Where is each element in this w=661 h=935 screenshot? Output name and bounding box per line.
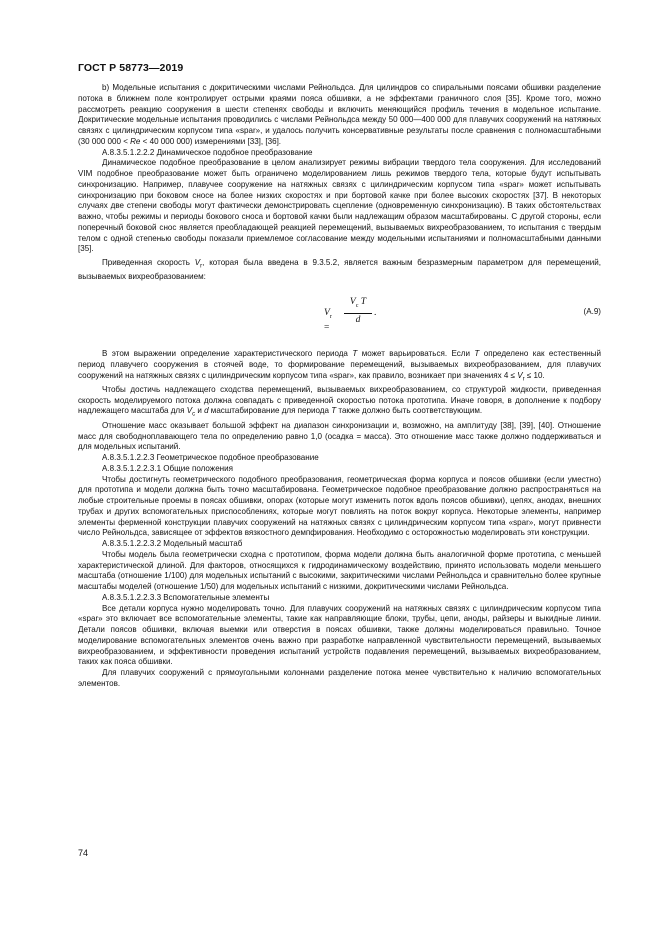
paragraph-dynamic-transform: Динамическое подобное преобразование в целом анализирует режимы вибрации твердого тела сооружения. Для исследований VIM подобное преобразование может быть ограничено моделированием лишь режимов твердого тела, которые будут испытывать синхронизацию. Например, плавучее сооружение на натяжных связях с цилиндрическим корпусом типа «spar» может испытывать синхронизацию при боковом сносе на более низких скоростях и при бортовой качке при более высоких скоростях [37]. В некоторых случаях две степени свободы могут фактически демонстрировать сцепление (одновременную синхронизацию). В таких обстоятельствах важно, чтобы режимы и периоды бокового сноса и бортовой качки были надлежащим образом масштабированы. С другой стороны, если поперечный боковой снос является преобладающей реакцией перемещений, вызываемых вихреобразованием, то испытания с твердым телом с одной степенью свободы показали приемлемое согласование между модельными испытаниями и полномасштабными данными [35].	[78, 158, 601, 254]
section-heading-geometric: А.8.3.5.1.2.2.3 Геометрическое подобное преобразование	[102, 453, 319, 463]
paragraph-rectangular-columns: Для плавучих сооружений с прямоугольными колоннами разделение потока менее чувствительно к наличию вспомогательных элементов.	[78, 668, 601, 688]
formula-number: (А.9)	[583, 307, 601, 317]
fraction: $\frac{V_c T}{d}$	[344, 297, 372, 325]
paragraph-low-reynolds-tests: b) Модельные испытания с докритическими числами Рейнольдса. Для цилиндров со спиральными поясами обшивки разделение потока в ближнем поле контролирует острыми краями пояса обшивки, а не эффектами граничного слоя [35]. Кроме того, можно рассмотреть реакцию сооружения в шести степенях свободы и включить меняющийся профиль течения в модельное испытание. Докритические модельные испытания проводились с числами Рейнольдса между 50 000—400 000 для плавучих сооружений на натяжных связях с цилиндрическим корпусом типа «spar», и удалось получить консервативные результаты после сравнения с полномасштабными (30 000 000 < Re < 40 000 000) измерениями [33], [36].	[78, 83, 601, 146]
section-heading-dynamic: А.8.3.5.1.2.2.2 Динамическое подобное преобразование	[102, 147, 313, 157]
paragraph-similarity: Чтобы достичь надлежащего сходства перемещений, вызываемых вихреобразованием, со структурой жидкости, приведенная скорость моделируемого потока должна совпадать с приведенной скоростью потока прототипа. Иначе говоря, в дополнение к подбору надлежащего масштаба для $V_c$ и d масштабирование для периода T также должно быть соответствующим.	[78, 384, 601, 419]
paragraph-model-scale: Чтобы модель была геометрически сходна с прототипом, форма модели должна быть аналогичной форме прототипа, с меньшей характеристической длиной. Для факторов, относящихся к гидродинамическому воздействию, принято использовать модели меньшего масштаба (отношение 1/100) для модельных испытаний с высокими, закритическими числами Рейнольдса и сравнительно более крупные масштабы моделей (отношение 1/50) для модельных испытаний с низкими, докритическими числами Рейнольдса.	[78, 549, 601, 592]
formula-a9: $V_r$ = $\frac{V_c T}{d}$ . (А.9)	[324, 297, 601, 333]
paragraph-reduced-velocity: Приведенная скорость $V_r$, которая была введена в 9.3.5.2, является важным безразмерным параметром для перемещений, вызываемых вихреобразованием:	[78, 258, 601, 282]
document-body	[78, 83, 601, 690]
document-code: ГОСТ Р 58773—2019	[78, 62, 184, 74]
paragraph-characteristic-period: В этом выражении определение характеристического периода T может варьироваться. Если T определено как естественный период плавучего сооружения в стоячей воде, то формирование перемещений, вызываемых вихреобразованием, для плавучих сооружений на натяжных связях с цилиндрическим корпусом типа «spar», как правило, возникает при значениях $4 \le V_r \le 10$.	[78, 349, 601, 383]
paragraph-geometric-transform: Чтобы достигнуть геометрического подобного преобразования, геометрическая форма корпуса и поясов обшивки (если уместно) для прототипа и модели должна быть точно масштабирована. Геометрическое подобное преобразование должно распространяться на любые строительные проемы в поясах обшивки, опорах (которые могут изменить поток вдоль поясов обшивки), цепях, анодах, внешних трубах и других вспомогательных приспособлениях, которые могут повлиять на поток вокруг корпуса. Некоторые элементы, например элементы ферменной конструкции плавучих сооружений на натяжных связях с цилиндрическим корпусом типа «spar», могут привнести число Рейнольдса, зависящее от эффектов вязкостного демпфирования. Необходимо с осторожностью моделировать эти конструкции.	[78, 474, 601, 538]
section-heading-auxiliary: А.8.3.5.1.2.2.3.3 Вспомогательные элементы	[102, 592, 270, 602]
section-heading-model-scale: А.8.3.5.1.2.2.3.2 Модельный масштаб	[102, 539, 243, 549]
page-number: 74	[78, 848, 89, 858]
section-heading-general: А.8.3.5.1.2.2.3.1 Общие положения	[102, 463, 233, 473]
paragraph-auxiliary-elements: Все детали корпуса нужно моделировать точно. Для плавучих сооружений на натяжных связях с цилиндрическим корпусом типа «spar» это включает все вспомогательные элементы, такие как направляющие блоки, трубы, цепи, аноды, райзеры и выкидные линии. Детали поясов обшивки, включая выемки или отверстия в поясах обшивки, также должны моделироваться правильно. Точное моделирование вспомогательных элементов очень важно при разработке направленной чувствительности перемещений, вызываемых вихреобразованием, и эффективности проведения испытаний устройств подавления перемещений, вызываемых вихреобразованием, таких как пояса обшивки.	[78, 603, 601, 667]
paragraph-mass-ratio: Отношение масс оказывает большой эффект на диапазон синхронизации и, возможно, на амплитуду [38], [39], [40]. Отношение масс для свободноплавающего тела по определению равно 1,0 (осадка = масса). Это отношение масс также должно поддерживаться и для модельных испытаний.	[78, 420, 601, 452]
